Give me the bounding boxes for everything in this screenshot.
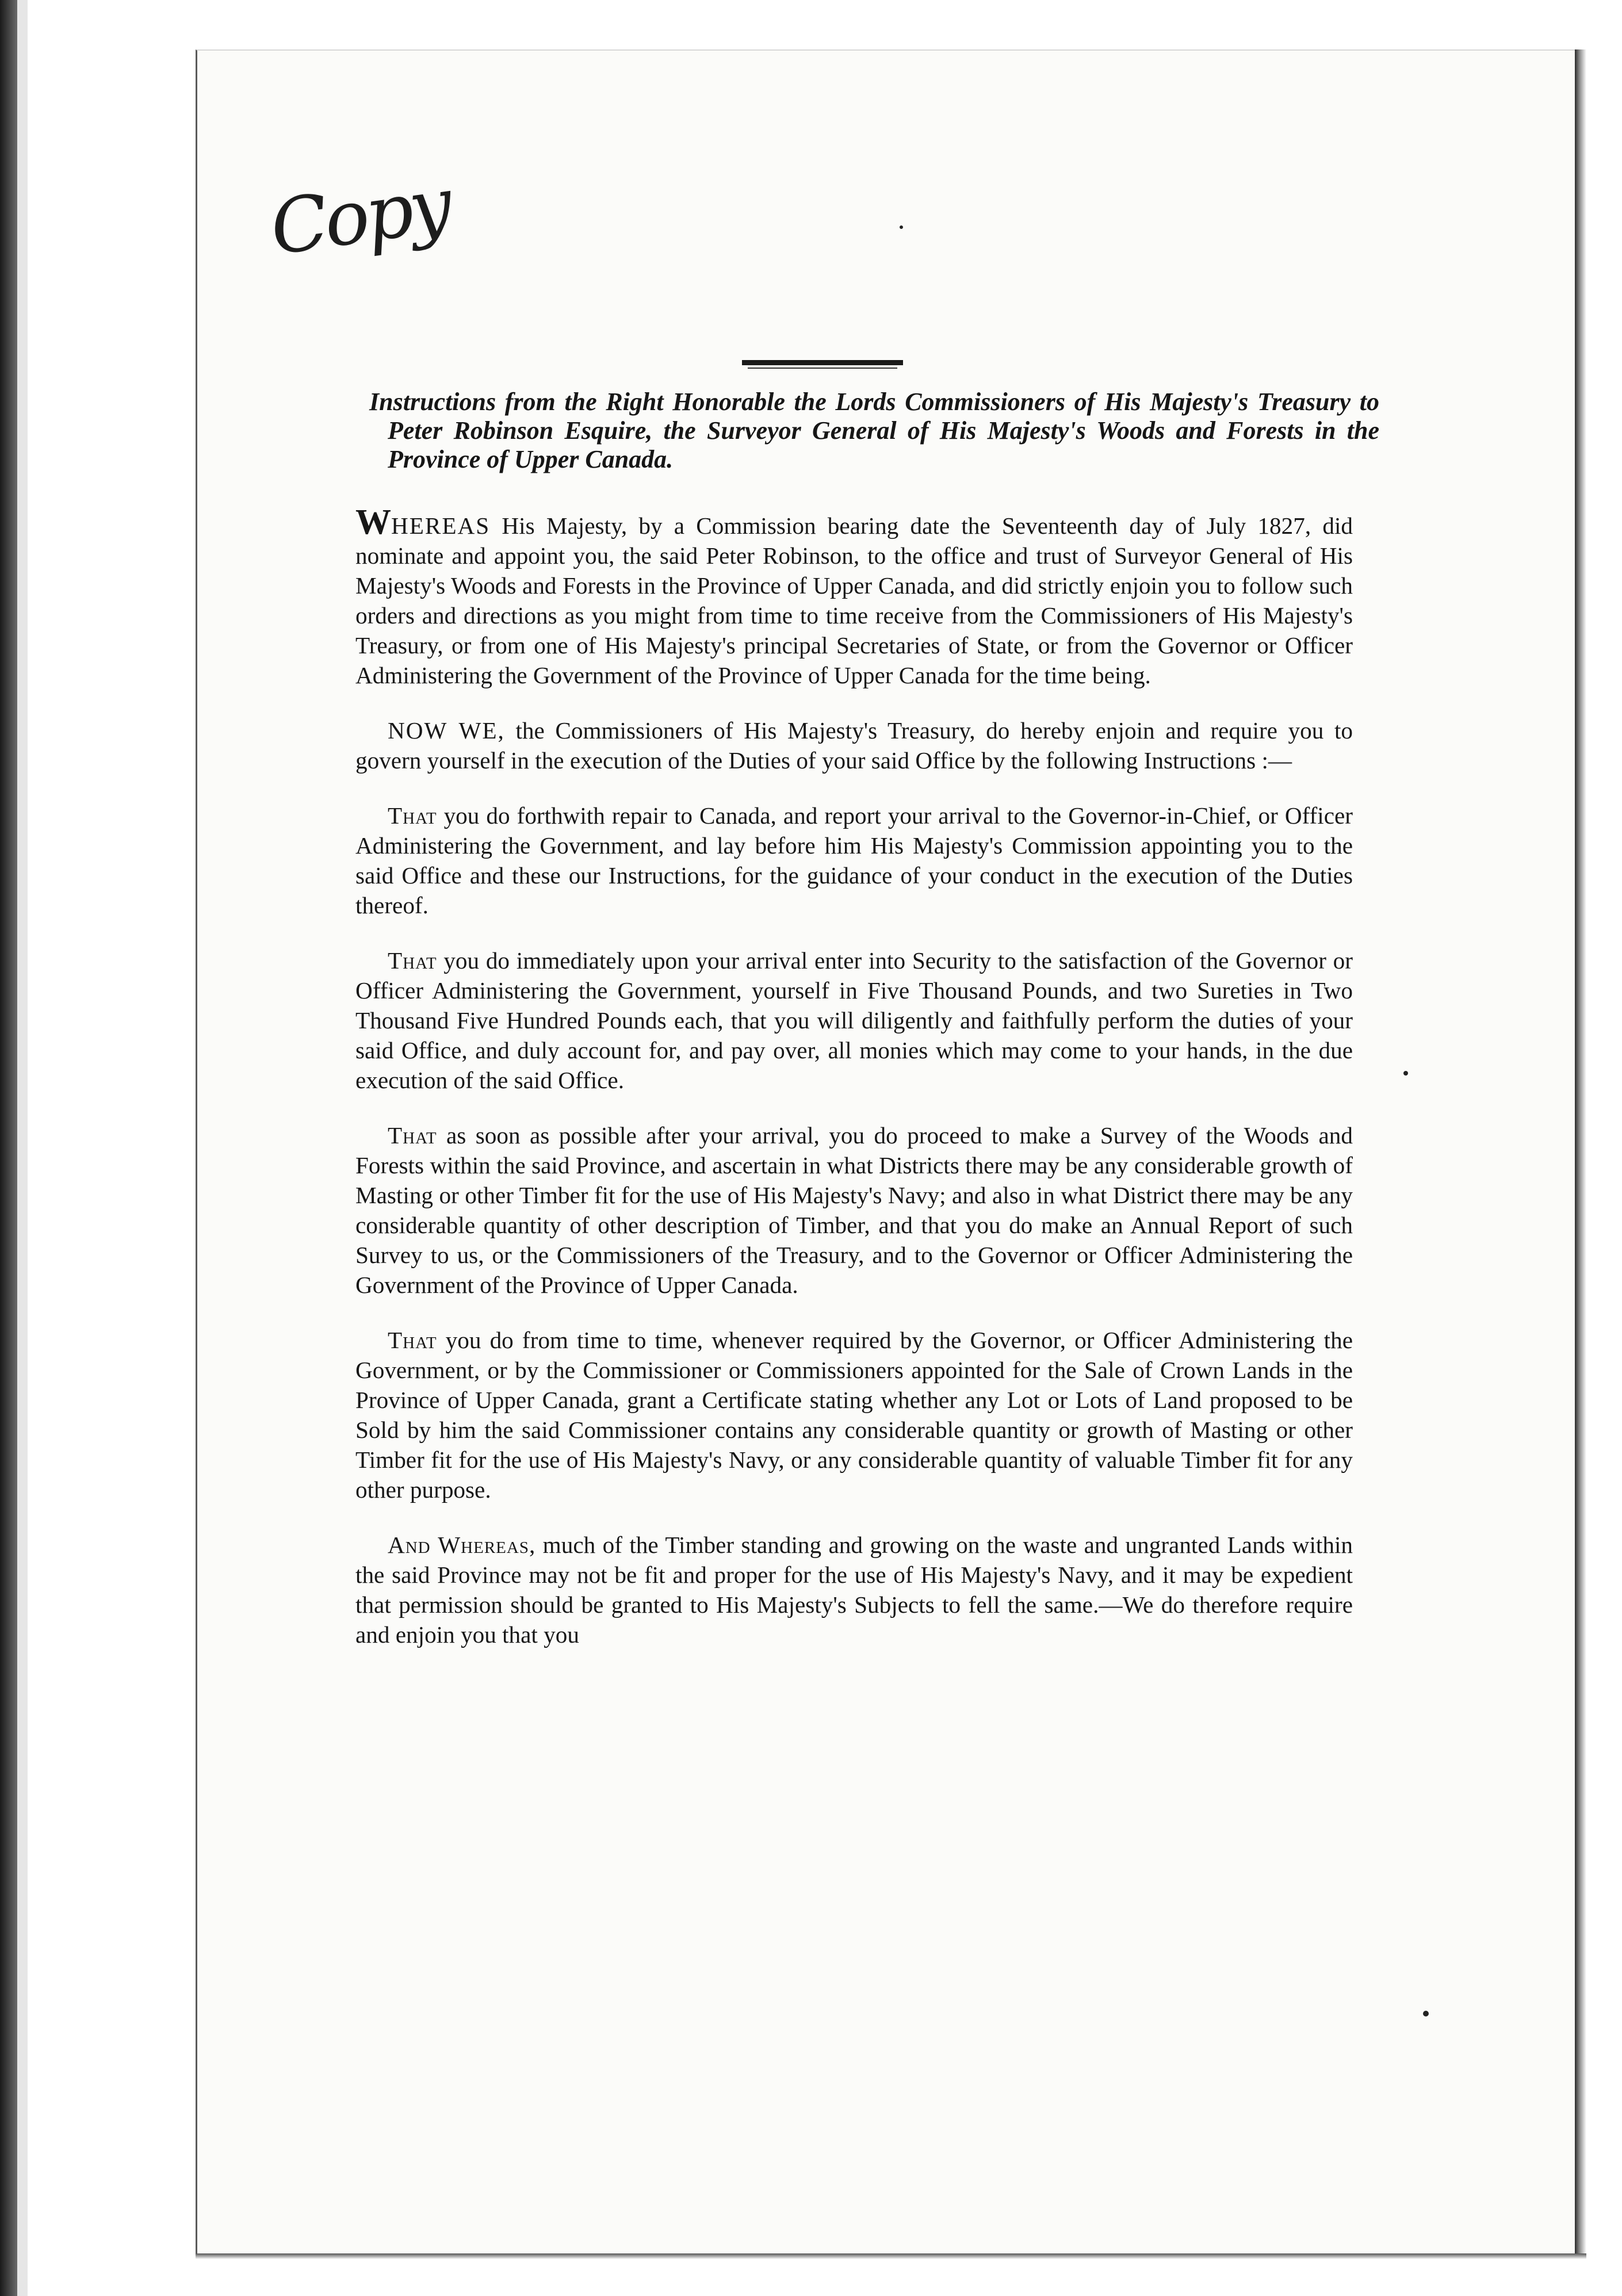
paragraph-text: as soon as possible after your arrival, you do proceed to make a Survey of the Woods and Forests within the said Province, and ascertain in what Districts there may be any considerable growth of Masting or other Timber fit for the use of His Majesty's Navy; and also in what District there may be any considerable quantity of other description of Timber, and that you do make an Annual Report of such Survey to us, or the Commissioners of the Treasury, and to the Governor or Officer Administering the Government of the Province of Upper Canada. (355, 1122, 1353, 1298)
ornamental-rule-thin (748, 368, 897, 369)
lead-word: That (388, 802, 437, 829)
document-body (355, 503, 1353, 1675)
paragraph-and-whereas (355, 1530, 1353, 1650)
drop-cap: W (355, 503, 391, 542)
paragraph-instruction-3 (355, 1120, 1353, 1300)
paragraph-now-we (355, 715, 1353, 775)
paragraph-text: you do from time to time, whenever required by the Governor, or Officer Administering the Government, or by the Commissioner or Commissioners appointed for the Sale of Crown Lands in the Province of Upper Canada, grant a Certificate stating whether any Lot or Lots of Land proposed to be Sold by him the said Commissioner contains any considerable quantity or growth of Masting or other Timber fit for the use of His Majesty's Navy, or any considerable quantity of valuable Timber fit for any other purpose. (355, 1327, 1353, 1503)
paragraph-text: you do immediately upon your arrival enter into Security to the satisfaction of the Governor or Officer Administering the Government, yourself in Five Thousand Pounds, and two Sureties in Two Thousand Five Hundred Pounds each, that you will diligently and faithfully perform the duties of your said Office, and duly account for, and pay over, all monies which may come to your hands, in the due execution of the said Office. (355, 947, 1353, 1093)
paragraph-instruction-2 (355, 946, 1353, 1095)
paragraph-text: the Commissioners of His Majesty's Treasury, do hereby enjoin and require you to govern yourself in the execution of the Duties of your said Office by the following Instructions :— (355, 717, 1353, 774)
ink-speck (900, 225, 903, 229)
document-title: Instructions from the Right Honorable the Lords Commissioners of His Majesty's Treasury to Peter Robinson Esquire, the Surveyor General of His Majesty's Woods and Forests in the Province of Upper Canada. (369, 388, 1379, 473)
lead-word: That (388, 1122, 437, 1149)
scan-edge-shadow (0, 0, 17, 2296)
handwritten-copy-annotation: Copy (265, 160, 454, 272)
lead-word: HEREAS (391, 512, 491, 539)
paragraph-whereas (355, 503, 1353, 690)
lead-word: NOW WE, (388, 717, 505, 744)
ink-speck (1423, 2011, 1429, 2016)
paragraph-text: His Majesty, by a Commission bearing date the Seventeenth day of July 1827, did nominate and appoint you, the said Peter Robinson, to the office and trust of Surveyor General of His Majesty's Woods and Forests in the Province of Upper Canada, and did strictly enjoin you to follow such orders and directions as you might from time to time receive from the Commissioners of His Majesty's Treasury, or from one of His Majesty's principal Secretaries of State, or from the Governor or Officer Administering the Government of the Province of Upper Canada for the time being. (355, 512, 1353, 688)
ink-speck (1403, 1071, 1408, 1076)
paragraph-instruction-4 (355, 1325, 1353, 1505)
sheet-right-shadow (1575, 49, 1586, 2256)
sheet-bottom-shadow (196, 2253, 1586, 2259)
lead-word: And Whereas, (388, 1532, 536, 1558)
paragraph-text: you do forthwith repair to Canada, and report your arrival to the Governor-in-Chief, or Officer Administering the Government, and lay before him His Majesty's Commission appointing you to the said Office and these our Instructions, for the guidance of your conduct in the execution of the Duties thereof. (355, 802, 1353, 919)
ornamental-rule (742, 360, 903, 365)
lead-word: That (388, 947, 437, 974)
paragraph-instruction-1 (355, 801, 1353, 920)
scan-edge-margin (17, 0, 28, 2296)
paragraph-text: much of the Timber standing and growing on the waste and ungranted Lands within the said Province may not be fit and proper for the use of His Majesty's Navy, and it may be expedient that permission should be granted to His Majesty's Subjects to fell the same.—We do therefore require and enjoin you that you (355, 1532, 1353, 1648)
lead-word: That (388, 1327, 437, 1353)
